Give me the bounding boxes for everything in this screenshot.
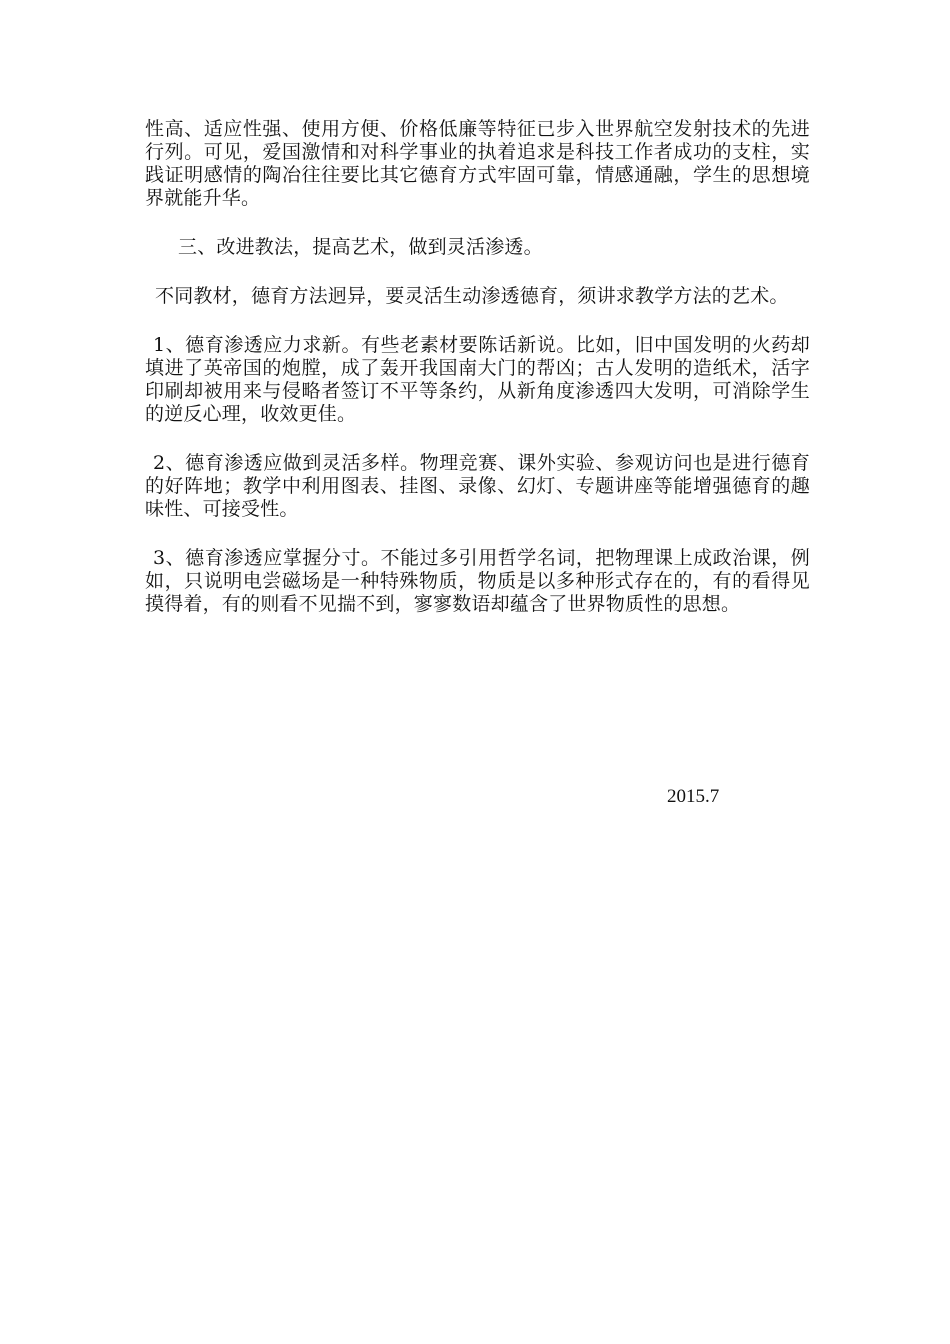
document-date: 2015.7 xyxy=(667,786,720,807)
section-intro-paragraph: 不同教材，德育方法迥异，要灵活生动渗透德育，须讲求教学方法的艺术。 xyxy=(155,285,789,307)
list-item-2: 2、德育渗透应做到灵活多样。物理竞赛、课外实验、参观访问也是进行德育的好阵地；教学中利用图表、挂图、录像、幻灯、专题讲座等能增强德育的趣味性、可接受性。 xyxy=(145,452,810,520)
list-item-1: 1、德育渗透应力求新。有些老素材要陈话新说。比如，旧中国发明的火药却填进了英帝国的炮膛，成了轰开我国南大门的帮凶；古人发明的造纸术，活字印刷却被用来与侵略者签订不平等条约，从新角度渗透四大发明，可消除学生的逆反心理，收效更佳。 xyxy=(145,334,810,425)
list-item-3: 3、德育渗透应掌握分寸。不能过多引用哲学名词，把物理课上成政治课，例如，只说明电尝磁场是一种特殊物质，物质是以多种形式存在的，有的看得见摸得着，有的则看不见揣不到，寥寥数语却蕴含了世界物质性的思想。 xyxy=(145,547,810,615)
document-body xyxy=(145,118,810,616)
section-heading-3: 三、改进教法，提高艺术，做到灵活渗透。 xyxy=(178,236,543,258)
paragraph-continuation: 性高、适应性强、使用方便、价格低廉等特征已步入世界航空发射技术的先进行列。可见，爱国激情和对科学事业的执着追求是科技工作者成功的支柱，实践证明感情的陶冶往往要比其它德育方式牢固可靠，情感通融，学生的思想境界就能升华。 xyxy=(145,118,810,209)
